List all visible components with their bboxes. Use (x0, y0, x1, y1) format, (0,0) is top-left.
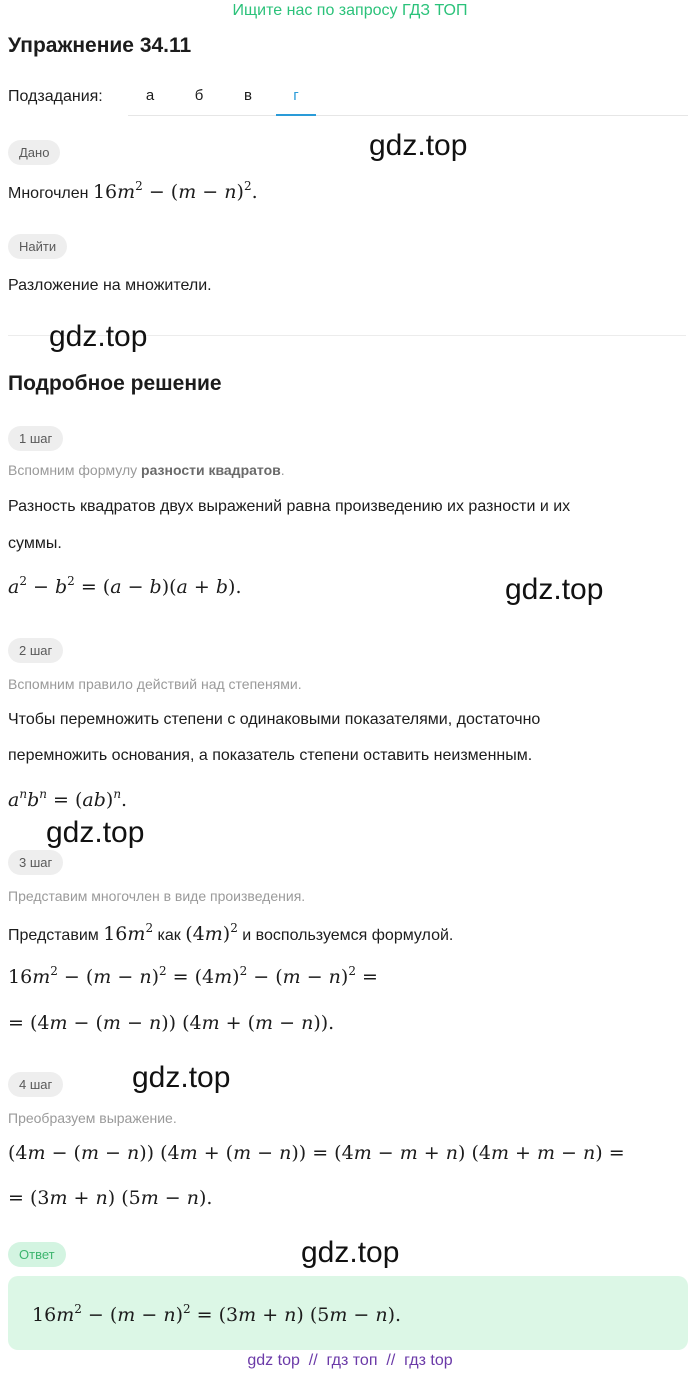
step-2-line-1: Чтобы перемножить степени с одинаковыми показателями, достаточно (8, 711, 541, 728)
answer-badge-wrap (8, 1242, 66, 1267)
step-2-formula: $a^nb^n = (ab)^n$. (8, 787, 128, 811)
step-4-formula-line-1: (4m − (m − n)) (4m + (m − n)) = (4m − m + n) (4m + m − n) = (8, 1142, 625, 1164)
step-4-hint: Преобразуем выражение. (8, 1110, 177, 1126)
watermark: gdz.top (505, 573, 604, 606)
given-statement (8, 178, 258, 208)
step-3-statement (8, 920, 453, 950)
step-4-badge: 4 шаг (8, 1072, 63, 1097)
tab-a[interactable]: а (145, 87, 155, 104)
tab-v[interactable]: в (244, 87, 252, 104)
step-3-text-c: и воспользуемся формулой. (242, 927, 454, 944)
answer-box (8, 1276, 688, 1350)
step-3-inline-1: $16m^2$ (103, 921, 154, 945)
given-badge-wrap (8, 140, 60, 165)
footer-links[interactable]: gdz top // гдз топ // гдз top (247, 1352, 453, 1369)
watermark: gdz.top (301, 1236, 400, 1269)
tab-g[interactable]: г (276, 80, 316, 116)
step-3-formula-line-2: = (4m − (m − n)) (4m + (m − n)). (8, 1012, 335, 1034)
step-1-line-2: суммы. (8, 535, 62, 552)
step-2-hint: Вспомним правило действий над степенями. (8, 676, 302, 692)
step-3-badge: 3 шаг (8, 850, 63, 875)
answer-formula: $16m^2 - (m - n)^2 = (3m + n) (5m - n)$. (32, 1302, 402, 1326)
subtask-tabs (128, 80, 688, 116)
search-banner[interactable]: Ищите нас по запросу ГДЗ ТОП (232, 2, 468, 19)
watermark: gdz.top (132, 1061, 231, 1094)
find-badge: Найти (8, 234, 67, 259)
step-2-badge: 2 шаг (8, 638, 63, 663)
step-3-badge-wrap (8, 850, 63, 875)
step-3-formula-line-1: $16m^2 - (m - n)^2 = (4m)^2 - (m - n)^2$ = (8, 964, 378, 988)
step-2-line-2: перемножить основания, а показатель степени оставить неизменным. (8, 747, 533, 764)
step-1-badge: 1 шаг (8, 426, 63, 451)
solution-heading: Подробное решение (8, 372, 222, 395)
step-1-formula: $a^2 - b^2 = (a - b)(a + b)$. (8, 574, 242, 598)
given-text: Многочлен (8, 185, 89, 202)
watermark: gdz.top (369, 129, 468, 162)
watermark: gdz.top (49, 320, 148, 353)
step-1-hint (8, 462, 285, 478)
step-1-line-1: Разность квадратов двух выражений равна произведению их разности и их (8, 498, 571, 515)
step-4-badge-wrap (8, 1072, 63, 1097)
step-3-text-b: как (157, 927, 181, 944)
given-formula: $16m^2 - (m - n)^2$. (92, 179, 258, 203)
watermark: gdz.top (46, 816, 145, 849)
given-badge: Дано (8, 140, 60, 165)
step-3-inline-2: $(4m)^2$ (185, 921, 238, 945)
step-3-hint: Представим многочлен в виде произведения. (8, 888, 306, 904)
subtasks-label: Подзадания: (8, 88, 103, 105)
step-3-text-a: Представим (8, 927, 99, 944)
step-1-hint-bold: разности квадратов (141, 462, 281, 478)
step-1-hint-prefix: Вспомним формулу (8, 462, 142, 478)
step-1-badge-wrap (8, 426, 63, 451)
page-title: Упражнение 34.11 (8, 34, 192, 57)
tab-b[interactable]: б (194, 87, 204, 104)
find-badge-wrap (8, 234, 67, 259)
answer-badge: Ответ (8, 1242, 66, 1267)
step-2-badge-wrap (8, 638, 63, 663)
step-4-formula-line-2: = (3m + n) (5m − n). (8, 1187, 213, 1209)
find-text: Разложение на множители. (8, 277, 212, 294)
step-1-hint-suffix: . (280, 462, 285, 478)
